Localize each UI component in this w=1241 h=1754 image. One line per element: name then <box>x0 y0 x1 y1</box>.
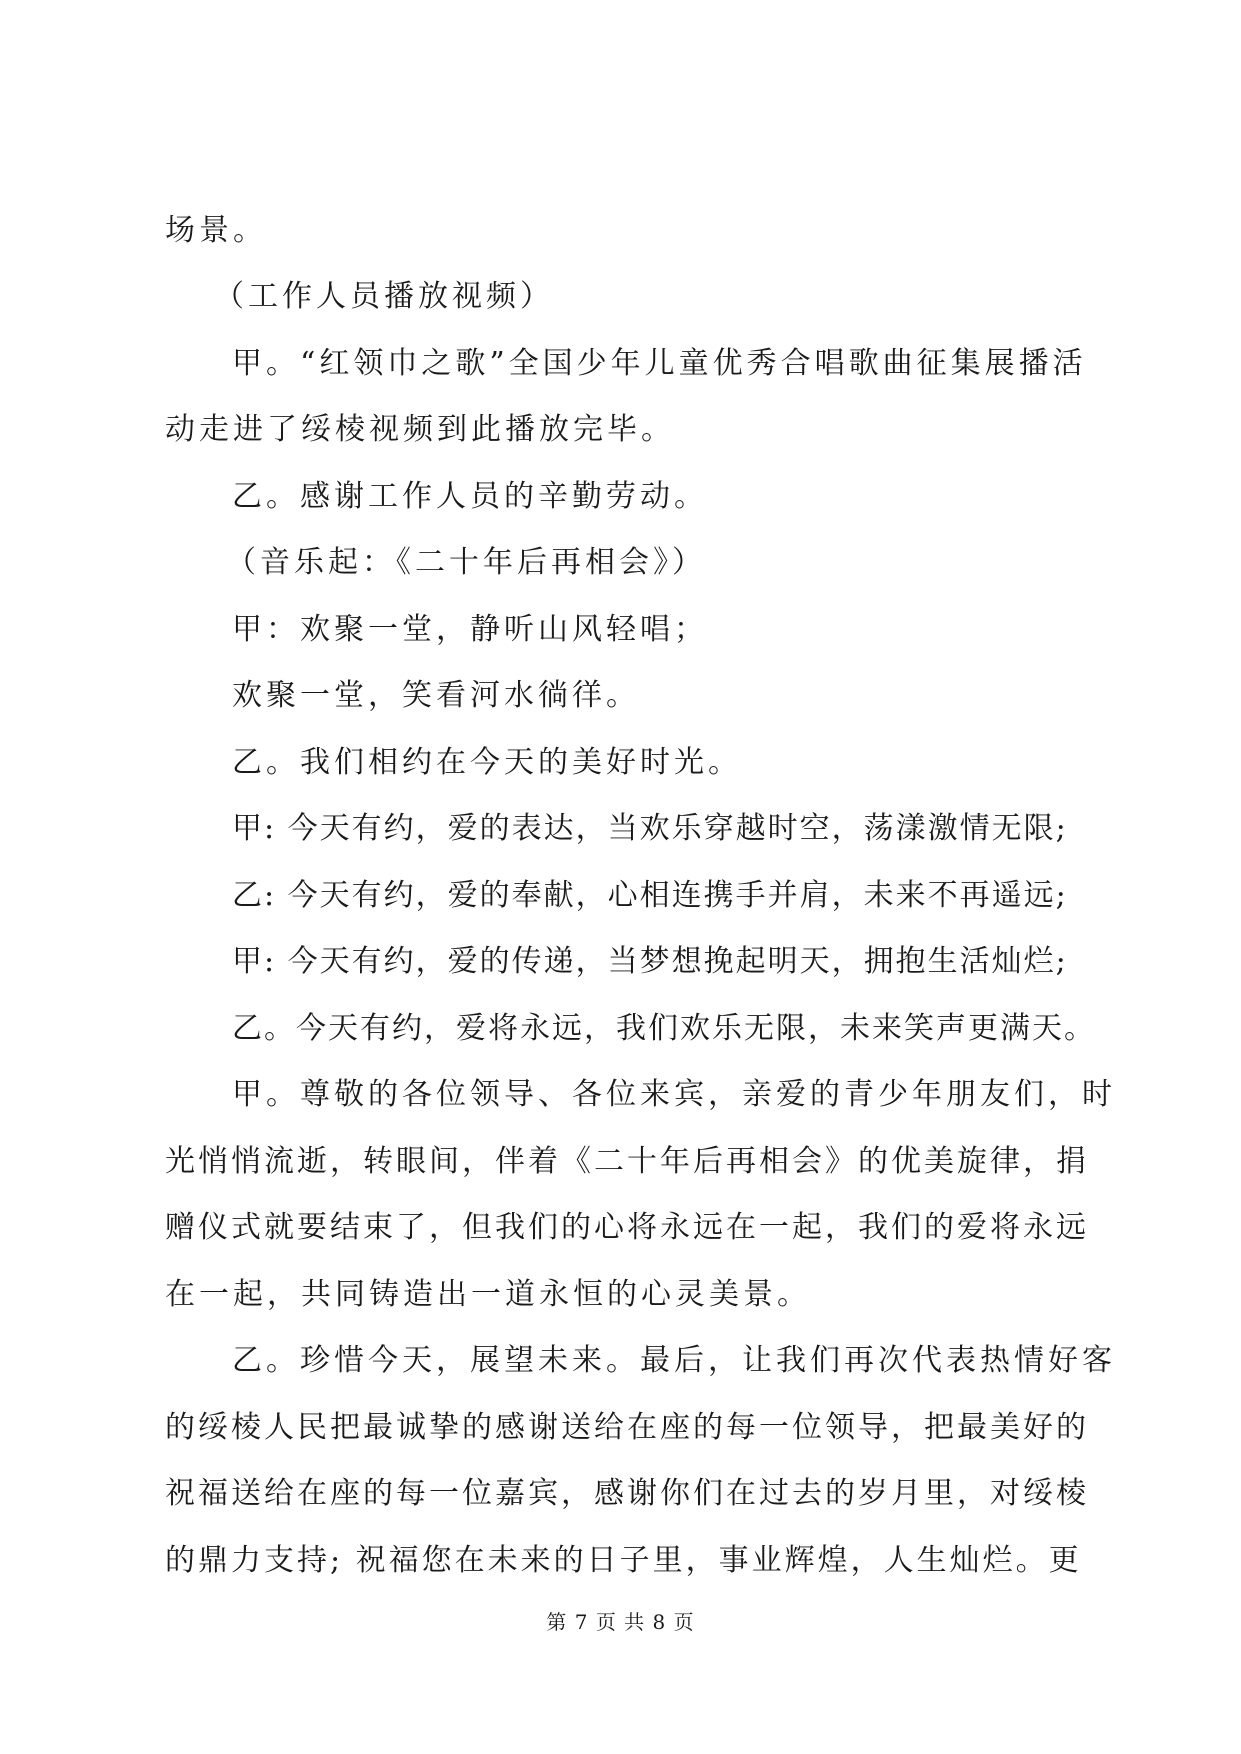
paragraph-line: 祝福送给在座的每一位嘉宾，感谢你们在过去的岁月里，对绥棱 <box>165 1476 1089 1511</box>
paragraph-line: 场景。 <box>165 213 267 248</box>
paragraph-line: 动走进了绥棱视频到此播放完毕。 <box>165 412 675 447</box>
paragraph-line: 乙。今天有约，爱将永远，我们欢乐无限，未来笑声更满天。 <box>232 1011 1096 1046</box>
paragraph-line: 乙。珍惜今天，展望未来。最后，让我们再次代表热情好客 <box>232 1343 1116 1378</box>
paragraph-line: 甲。“红领巾之歌”全国少年儿童优秀合唱歌曲征集展播活 <box>232 346 1087 381</box>
paragraph-line: 甲: 今天有约，爱的传递，当梦想挽起明天，拥抱生活灿烂; <box>232 944 1068 979</box>
paragraph-line: （音乐起：《二十年后再相会》） <box>226 545 706 580</box>
paragraph-line: 在一起，共同铸造出一道永恒的心灵美景。 <box>165 1277 811 1312</box>
paragraph-line: 乙。感谢工作人员的辛勤劳动。 <box>232 479 708 514</box>
paragraph-line: 赠仪式就要结束了，但我们的心将永远在一起，我们的爱将永远 <box>165 1210 1089 1245</box>
paragraph-line: 光悄悄流逝，转眼间，伴着《二十年后再相会》的优美旋律，捐 <box>165 1144 1089 1179</box>
paragraph-line: （工作人员播放视频） <box>214 279 554 314</box>
page-number-footer: 第 7 页 共 8 页 <box>546 1610 695 1634</box>
paragraph-line: 乙。我们相约在今天的美好时光。 <box>232 745 742 780</box>
paragraph-line: 甲: 今天有约，爱的表达，当欢乐穿越时空，荡漾激情无限; <box>232 811 1068 846</box>
paragraph-line: 甲：欢聚一堂，静听山风轻唱； <box>232 612 708 647</box>
paragraph-line: 欢聚一堂，笑看河水徜徉。 <box>232 678 640 713</box>
paragraph-line: 乙: 今天有约，爱的奉献，心相连携手并肩，未来不再遥远; <box>232 878 1068 913</box>
paragraph-line: 甲。尊敬的各位领导、各位来宾，亲爱的青少年朋友们，时 <box>232 1077 1116 1112</box>
paragraph-line: 的鼎力支持; 祝福您在未来的日子里，事业辉煌，人生灿烂。更 <box>165 1543 1082 1578</box>
paragraph-line: 的绥棱人民把最诚挚的感谢送给在座的每一位领导，把最美好的 <box>165 1410 1089 1445</box>
